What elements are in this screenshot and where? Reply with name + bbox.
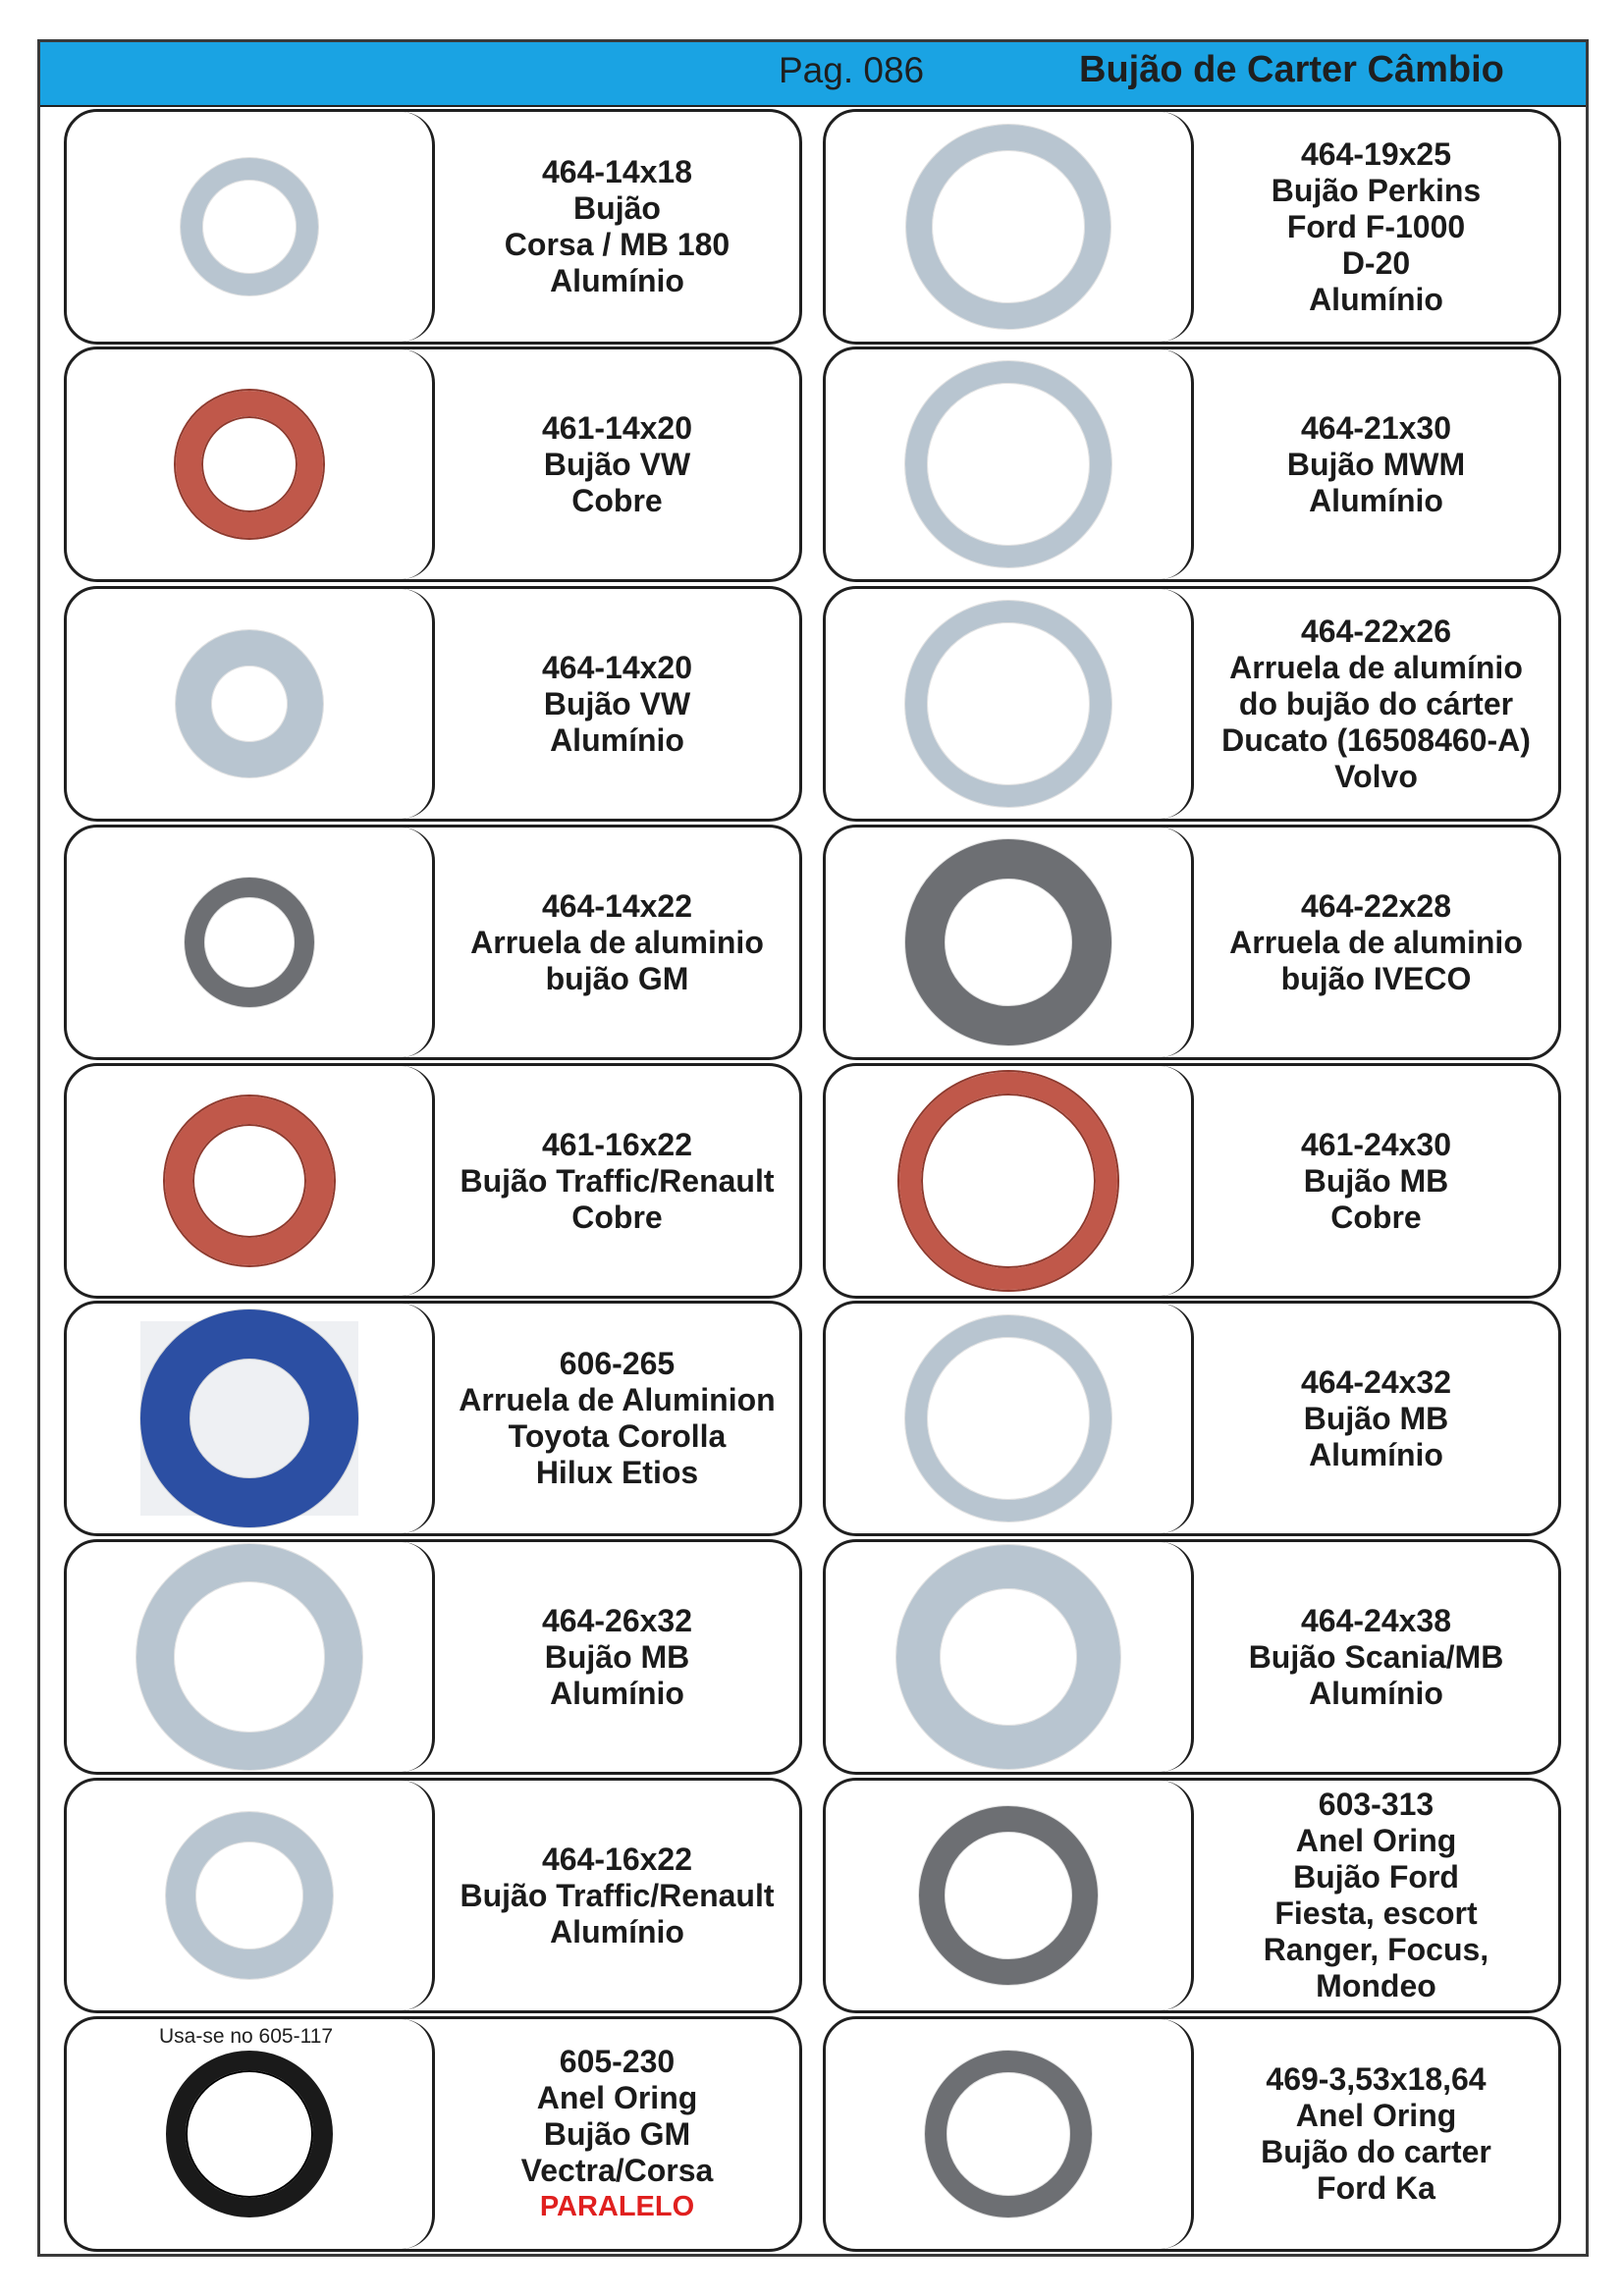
washer-icon: [905, 601, 1111, 807]
product-detail-line: Bujão MB: [1303, 1400, 1449, 1436]
product-description: [1194, 2019, 1558, 2249]
product-image: [826, 2019, 1194, 2249]
product-detail-line: Arruela de aluminio: [1229, 924, 1523, 960]
product-description: [1194, 1304, 1558, 1533]
product-image: [826, 1066, 1194, 1296]
product-image: [826, 589, 1194, 819]
washer-icon: [899, 1072, 1117, 1290]
product-image: [67, 112, 435, 342]
page-number: Pag. 086: [779, 50, 925, 90]
washer-icon: [136, 1544, 362, 1770]
product-card: [823, 347, 1561, 582]
product-description: [435, 589, 799, 819]
product-code: 464-24x38: [1300, 1602, 1452, 1638]
washer-icon: [181, 158, 318, 295]
product-card: [64, 1778, 802, 2013]
washer-icon: [140, 1309, 358, 1527]
product-image: [67, 589, 435, 819]
product-card: [64, 825, 802, 1060]
washer-icon: [185, 878, 314, 1007]
product-description: [1194, 589, 1558, 819]
product-code: 464-14x22: [541, 887, 693, 924]
product-description: [1194, 349, 1558, 579]
product-card: [823, 1063, 1561, 1299]
product-detail-line: Alumínio: [1309, 1675, 1443, 1711]
product-code: 464-16x22: [541, 1841, 693, 1877]
product-description: [435, 2019, 799, 2249]
product-card: [64, 2016, 802, 2252]
product-card: [64, 1539, 802, 1775]
oring-icon: [919, 1806, 1098, 1985]
product-card: [823, 825, 1561, 1060]
product-detail-line: Alumínio: [550, 263, 684, 298]
product-code: 606-265: [559, 1346, 676, 1381]
washer-icon: [166, 1812, 333, 1979]
product-description: [1194, 1781, 1558, 2010]
product-detail-line: Toyota Corolla: [508, 1418, 727, 1454]
product-description: [435, 1304, 799, 1533]
product-card: [823, 1539, 1561, 1775]
section-title: Bujão de Carter Câmbio: [1079, 49, 1504, 90]
product-detail-line: do bujão do cárter: [1238, 685, 1514, 721]
product-card: [64, 347, 802, 582]
product-detail-line: Alumínio: [1309, 281, 1443, 317]
product-description: [435, 1781, 799, 2010]
washer-icon: [905, 361, 1111, 567]
parallel-badge: PARALELO: [539, 2190, 695, 2222]
product-detail-line: Alumínio: [550, 1675, 684, 1711]
product-description: [1194, 1066, 1558, 1296]
product-detail-line: Alumínio: [1309, 482, 1443, 518]
product-detail-line: bujão GM: [545, 960, 689, 996]
product-image: [826, 349, 1194, 579]
washer-icon: [896, 1545, 1120, 1769]
product-detail-line: bujão IVECO: [1280, 960, 1472, 996]
product-image: [826, 828, 1194, 1057]
product-detail-line: Bujão MWM: [1286, 446, 1466, 482]
product-description: [435, 112, 799, 342]
product-code: 464-14x20: [541, 649, 693, 685]
page-header: [40, 42, 1586, 107]
product-card: [64, 586, 802, 822]
product-card: [64, 1063, 802, 1299]
product-detail-line: Cobre: [571, 1199, 663, 1235]
product-detail-line: D-20: [1341, 244, 1411, 281]
product-detail-line: Bujão: [573, 190, 661, 226]
product-description: [435, 1066, 799, 1296]
product-code: 464-24x32: [1300, 1363, 1452, 1400]
product-description: [1194, 112, 1558, 342]
product-code: 464-22x28: [1300, 887, 1452, 924]
product-detail-line: Ducato (16508460-A): [1221, 721, 1531, 758]
product-detail-line: Mondeo: [1316, 1968, 1436, 2003]
product-image: [67, 1781, 435, 2010]
product-detail-line: Ranger, Focus,: [1263, 1932, 1489, 1967]
product-image: [67, 828, 435, 1057]
product-image: [826, 112, 1194, 342]
product-description: [435, 349, 799, 579]
product-code: 461-24x30: [1300, 1126, 1452, 1162]
product-detail-line: Volvo: [1334, 758, 1418, 794]
product-code: 603-313: [1318, 1787, 1435, 1822]
product-detail-line: Hilux Etios: [535, 1455, 699, 1490]
product-detail-line: Anel Oring: [1295, 1823, 1457, 1858]
product-card: [64, 1301, 802, 1536]
product-detail-line: Corsa / MB 180: [504, 227, 731, 262]
product-image: [67, 2019, 435, 2249]
product-detail-line: Cobre: [571, 482, 663, 518]
product-code: 461-16x22: [541, 1126, 693, 1162]
product-card: [823, 109, 1561, 345]
product-image: [67, 1542, 435, 1772]
product-code: 461-14x20: [541, 409, 693, 446]
product-code: 469-3,53x18,64: [1266, 2061, 1487, 2097]
product-image: [826, 1542, 1194, 1772]
washer-icon: [165, 1096, 334, 1265]
product-code: 464-19x25: [1300, 135, 1452, 172]
product-image: [67, 1066, 435, 1296]
product-detail-line: Ford Ka: [1317, 2170, 1435, 2206]
product-detail-line: Ford F-1000: [1286, 208, 1466, 244]
product-image: [67, 349, 435, 579]
washer-icon: [176, 630, 323, 777]
product-detail-line: Bujão Ford: [1293, 1859, 1459, 1895]
washer-icon: [906, 125, 1110, 329]
product-detail-line: Bujão MB: [1303, 1162, 1449, 1199]
product-detail-line: Bujão Traffic/Renault: [460, 1162, 775, 1199]
product-image: [826, 1781, 1194, 2010]
oring-icon: [166, 2051, 333, 2217]
product-image: [67, 1304, 435, 1533]
product-detail-line: Bujão Scania/MB: [1248, 1638, 1504, 1675]
product-detail-line: Arruela de Aluminion: [459, 1382, 776, 1417]
product-detail-line: Anel Oring: [1295, 2098, 1457, 2133]
product-card: [823, 1301, 1561, 1536]
product-detail-line: Fiesta, escort: [1274, 1896, 1478, 1931]
product-detail-line: Bujão VW: [543, 685, 691, 721]
product-detail-line: Bujão Perkins: [1271, 172, 1482, 208]
product-detail-line: Bujão do carter: [1261, 2134, 1491, 2169]
product-card: [823, 1778, 1561, 2013]
product-detail-line: Arruela de alumínio: [1229, 649, 1523, 685]
product-code: 464-22x26: [1300, 613, 1452, 649]
product-card: [64, 109, 802, 345]
product-code: 464-26x32: [541, 1602, 693, 1638]
product-image: [826, 1304, 1194, 1533]
product-code: 464-21x30: [1300, 409, 1452, 446]
product-detail-line: Bujão MB: [544, 1638, 690, 1675]
product-detail-line: Bujão VW: [543, 446, 691, 482]
product-card: [823, 586, 1561, 822]
product-description: [1194, 1542, 1558, 1772]
product-detail-line: Alumínio: [550, 721, 684, 758]
product-detail-line: Cobre: [1330, 1199, 1422, 1235]
product-detail-line: Arruela de aluminio: [470, 924, 764, 960]
product-description: [1194, 828, 1558, 1057]
product-detail-line: Alumínio: [550, 1913, 684, 1949]
product-detail-line: Bujão Traffic/Renault: [460, 1877, 775, 1913]
washer-icon: [905, 839, 1111, 1045]
product-detail-line: Bujão GM: [543, 2115, 691, 2152]
product-detail-line: Vectra/Corsa: [520, 2152, 714, 2188]
product-description: [435, 1542, 799, 1772]
product-code: 605-230: [559, 2043, 676, 2079]
washer-icon: [176, 391, 323, 538]
product-detail-line: Alumínio: [1309, 1436, 1443, 1472]
product-card: [823, 2016, 1561, 2252]
washer-icon: [905, 1315, 1111, 1522]
product-detail-line: Anel Oring: [536, 2079, 698, 2115]
usage-note: Usa-se no 605-117: [159, 2025, 334, 2048]
product-description: [435, 828, 799, 1057]
product-code: 464-14x18: [541, 154, 693, 189]
oring-icon: [925, 2051, 1092, 2217]
